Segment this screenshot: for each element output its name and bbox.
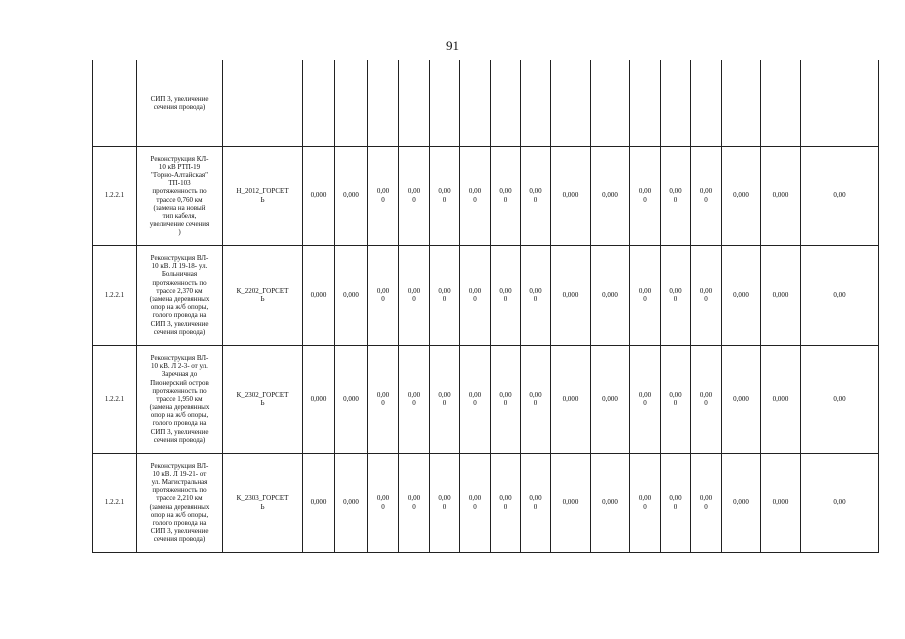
value-cell: 0,00 0: [521, 453, 551, 552]
value-cell: 0,00 0: [630, 345, 661, 453]
value-cell: 0,00 0: [661, 345, 691, 453]
value-cell: 0,00: [801, 245, 879, 345]
value-cell: 0,00 0: [368, 146, 399, 245]
table-row: [93, 345, 879, 453]
value-cell: 0,000: [303, 453, 335, 552]
value-cell: 0,000: [591, 345, 630, 453]
page-number: 91: [446, 38, 459, 53]
value-cell: 0,000: [761, 245, 801, 345]
table-row: [93, 245, 879, 345]
value-cell: 0,000: [551, 345, 591, 453]
value-cell: 0,00 0: [430, 453, 460, 552]
table-row: [93, 146, 879, 245]
value-cell: 0,00 0: [630, 146, 661, 245]
value-cell: 0,00 0: [399, 453, 430, 552]
description-cell: СИП 3, увеличение сечения провода): [137, 60, 223, 146]
code-cell: К_2202_ГОРСЕТ Ь: [223, 245, 303, 345]
value-cell: 0,00 0: [430, 146, 460, 245]
value-cell: 0,00 0: [661, 245, 691, 345]
value-cell: 0,000: [722, 345, 761, 453]
value-cell: 0,00: [801, 453, 879, 552]
description-cell: Реконструкция ВЛ- 10 кВ. Л 19-18- ул. Больничная протяженность по трассе 2,370 км (замена деревянных опор на ж/б опоры, голого провода на СИП 3, увеличение сечения провода): [137, 245, 223, 345]
value-cell: 0,000: [551, 245, 591, 345]
value-cell: 0,000: [761, 146, 801, 245]
value-cell: 0,00 0: [399, 146, 430, 245]
value-cell: 0,000: [335, 245, 368, 345]
value-cell: 0,00 0: [691, 453, 722, 552]
value-cell: 0,00: [801, 146, 879, 245]
number-cell: 1.2.2.1: [93, 146, 137, 245]
value-cell: 0,00 0: [691, 146, 722, 245]
value-cell: 0,000: [335, 453, 368, 552]
description-cell: Реконструкция КЛ- 10 кВ РТП-19 "Горно-Алтайская" ТП-103 протяженность по трассе 0,760 км (замена на новый тип кабеля, увеличение сечения ): [137, 146, 223, 245]
value-cell: 0,000: [303, 345, 335, 453]
value-cell: 0,00 0: [399, 245, 430, 345]
number-cell: 1.2.2.1: [93, 453, 137, 552]
value-cell: 0,000: [591, 146, 630, 245]
value-cell: 0,00 0: [521, 146, 551, 245]
value-cell: 0,00 0: [491, 245, 521, 345]
value-cell: 0,000: [551, 453, 591, 552]
code-cell: [223, 60, 303, 146]
value-cell: 0,000: [591, 245, 630, 345]
value-cell: 0,00 0: [691, 245, 722, 345]
code-cell: К_2302_ГОРСЕТ Ь: [223, 345, 303, 453]
value-cell: 0,00 0: [460, 453, 491, 552]
value-cell: 0,00: [801, 345, 879, 453]
code-cell: Н_2012_ГОРСЕТ Ь: [223, 146, 303, 245]
value-cell: 0,00 0: [630, 453, 661, 552]
value-cell: 0,000: [761, 345, 801, 453]
value-cell: 0,000: [335, 146, 368, 245]
table-row: [93, 60, 879, 146]
description-cell: Реконструкция ВЛ- 10 кВ. Л 2-3- от ул. Заречная до Пионерский остров протяженность по трассе 1,950 км (замена деревянных опор на ж/б опоры, голого провода на СИП 3, увеличение сечения провода): [137, 345, 223, 453]
value-cell: 0,000: [722, 146, 761, 245]
value-cell: 0,000: [335, 345, 368, 453]
value-cell: 0,00 0: [368, 345, 399, 453]
value-cell: 0,00 0: [430, 245, 460, 345]
investment-table: [92, 60, 879, 553]
value-cell: 0,00 0: [460, 245, 491, 345]
value-cell: 0,00 0: [460, 146, 491, 245]
value-cell: 0,00 0: [661, 453, 691, 552]
value-cell: 0,00 0: [521, 345, 551, 453]
value-cell: 0,00 0: [491, 146, 521, 245]
number-cell: [93, 60, 137, 146]
value-cell: 0,000: [761, 453, 801, 552]
value-cell: 0,00 0: [491, 345, 521, 453]
value-cell: 0,000: [722, 245, 761, 345]
value-cell: 0,000: [303, 245, 335, 345]
value-cell: 0,000: [591, 453, 630, 552]
value-cell: 0,00 0: [368, 453, 399, 552]
value-cell: 0,00 0: [521, 245, 551, 345]
description-cell: Реконструкция ВЛ- 10 кВ. Л 19-21- от ул. Магистральная протяженность по трассе 2,210 км (замена деревянных опор на ж/б опоры, голого провода на СИП 3, увеличение сечения провода): [137, 453, 223, 552]
value-cell: 0,00 0: [491, 453, 521, 552]
value-cell: 0,00 0: [399, 345, 430, 453]
value-cell: 0,000: [303, 146, 335, 245]
value-cell: 0,000: [551, 146, 591, 245]
value-cell: 0,00 0: [630, 245, 661, 345]
table-row: [93, 453, 879, 552]
value-cell: 0,00 0: [430, 345, 460, 453]
value-cell: 0,000: [722, 453, 761, 552]
value-cell: 0,00 0: [661, 146, 691, 245]
value-cell: 0,00 0: [368, 245, 399, 345]
code-cell: К_2303_ГОРСЕТ Ь: [223, 453, 303, 552]
value-cell: 0,00 0: [691, 345, 722, 453]
number-cell: 1.2.2.1: [93, 245, 137, 345]
number-cell: 1.2.2.1: [93, 345, 137, 453]
value-cell: 0,00 0: [460, 345, 491, 453]
